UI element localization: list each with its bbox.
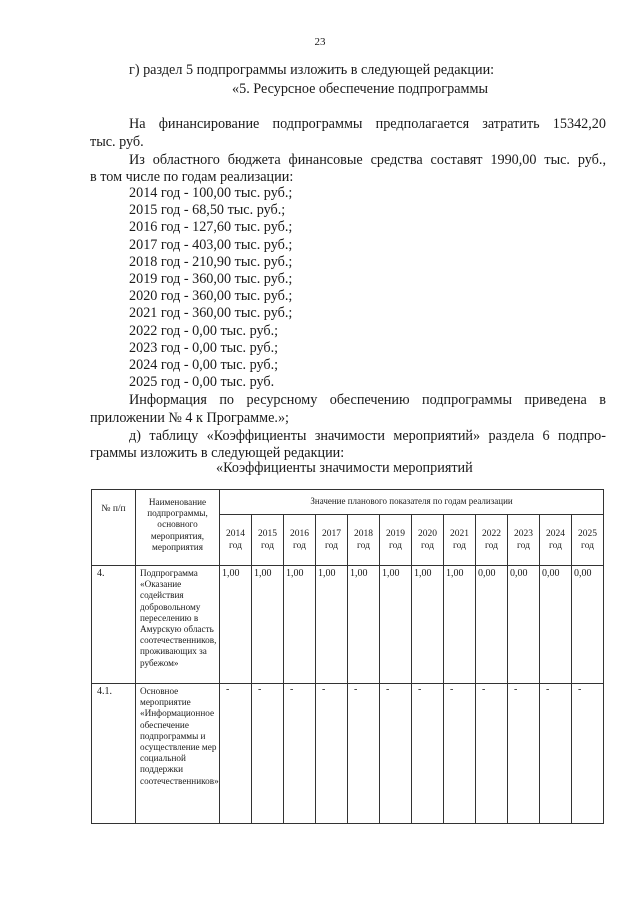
funding-by-year-list	[129, 185, 292, 391]
row-value: 0,00	[540, 566, 572, 684]
header-year: 2022 год	[476, 515, 508, 566]
row-value: 1,00	[252, 566, 284, 684]
funding-year-item: 2022 год - 0,00 тыс. руб.;	[129, 322, 279, 339]
header-year: 2021 год	[444, 515, 476, 566]
paragraph-d-line1: д) таблицу «Коэффициенты значимости мероприятий» раздела 6 подпро-	[129, 428, 606, 444]
row-value: -	[508, 684, 540, 824]
regional-budget-line2: в том числе по годам реализации:	[90, 169, 294, 185]
funding-year-item: 2016 год - 127,60 тыс. руб.;	[129, 219, 293, 236]
row-value: 1,00	[348, 566, 380, 684]
row-value: -	[444, 684, 476, 824]
header-number: № п/п	[92, 490, 136, 566]
header-year: 2025 год	[572, 515, 604, 566]
header-year: 2023 год	[508, 515, 540, 566]
row-value: 1,00	[316, 566, 348, 684]
coefficients-table	[91, 489, 604, 824]
row-value: -	[476, 684, 508, 824]
section-5-heading: «5. Ресурсное обеспечение подпрограммы	[232, 81, 488, 97]
table-header-row	[92, 490, 604, 515]
funding-year-item: 2021 год - 360,00 тыс. руб.;	[129, 305, 293, 322]
header-year: 2019 год	[380, 515, 412, 566]
paragraph-d-line2: граммы изложить в следующей редакции:	[90, 445, 345, 461]
funding-year-item: 2024 год - 0,00 тыс. руб.;	[129, 357, 279, 374]
financing-line2: тыс. руб.	[90, 134, 144, 150]
row-number: 4.	[92, 566, 136, 684]
row-value: -	[348, 684, 380, 824]
funding-year-item: 2014 год - 100,00 тыс. руб.;	[129, 185, 293, 201]
table-title: «Коэффициенты значимости мероприятий	[216, 460, 473, 476]
header-year: 2014 год	[220, 515, 252, 566]
row-value: -	[572, 684, 604, 824]
row-value: 1,00	[412, 566, 444, 684]
paragraph-g-line1: г) раздел 5 подпрограммы изложить в следующей редакции:	[129, 62, 495, 78]
header-values: Значение планового показателя по годам реализации	[220, 490, 604, 515]
row-value: 0,00	[508, 566, 540, 684]
info-line2: приложении № 4 к Программе.»;	[90, 410, 289, 426]
funding-year-item: 2020 год - 360,00 тыс. руб.;	[129, 288, 293, 305]
row-value: -	[220, 684, 252, 824]
header-year: 2016 год	[284, 515, 316, 566]
financing-line1: На финансирование подпрограммы предполагается затратить 15342,20	[129, 116, 606, 132]
funding-year-item: 2019 год - 360,00 тыс. руб.;	[129, 271, 293, 288]
row-value: 1,00	[284, 566, 316, 684]
header-name: Наименование подпрограммы, основного мероприятия, мероприятия	[136, 490, 220, 566]
funding-year-item: 2025 год - 0,00 тыс. руб.	[129, 374, 275, 391]
row-name: Подпрограмма «Оказание содействия добровольному переселению в Амурскую область соотечественников, проживающих за рубежом»	[136, 566, 220, 684]
header-year: 2017 год	[316, 515, 348, 566]
row-value: -	[252, 684, 284, 824]
row-value: -	[540, 684, 572, 824]
funding-year-item: 2017 год - 403,00 тыс. руб.;	[129, 236, 293, 253]
row-value: 0,00	[572, 566, 604, 684]
row-name: Основное мероприятие «Информационное обеспечение подпрограммы и осуществление мер социальной поддержки соотечественников»	[136, 684, 220, 824]
funding-year-item: 2018 год - 210,90 тыс. руб.;	[129, 253, 293, 270]
row-value: 1,00	[380, 566, 412, 684]
header-year: 2018 год	[348, 515, 380, 566]
page-number: 23	[314, 36, 326, 48]
row-value: 1,00	[220, 566, 252, 684]
funding-year-item: 2015 год - 68,50 тыс. руб.;	[129, 202, 286, 219]
info-line1: Информация по ресурсному обеспечению подпрограммы приведена в	[129, 392, 606, 408]
row-value: 0,00	[476, 566, 508, 684]
row-value: -	[412, 684, 444, 824]
funding-year-item: 2023 год - 0,00 тыс. руб.;	[129, 339, 279, 356]
row-value: 1,00	[444, 566, 476, 684]
header-year: 2015 год	[252, 515, 284, 566]
row-value: -	[380, 684, 412, 824]
regional-budget-line1: Из областного бюджета финансовые средства составят 1990,00 тыс. руб.,	[129, 152, 606, 168]
row-value: -	[284, 684, 316, 824]
header-year: 2020 год	[412, 515, 444, 566]
row-value: -	[316, 684, 348, 824]
row-number: 4.1.	[92, 684, 136, 824]
header-year: 2024 год	[540, 515, 572, 566]
table-row	[92, 684, 604, 824]
table-row	[92, 566, 604, 684]
